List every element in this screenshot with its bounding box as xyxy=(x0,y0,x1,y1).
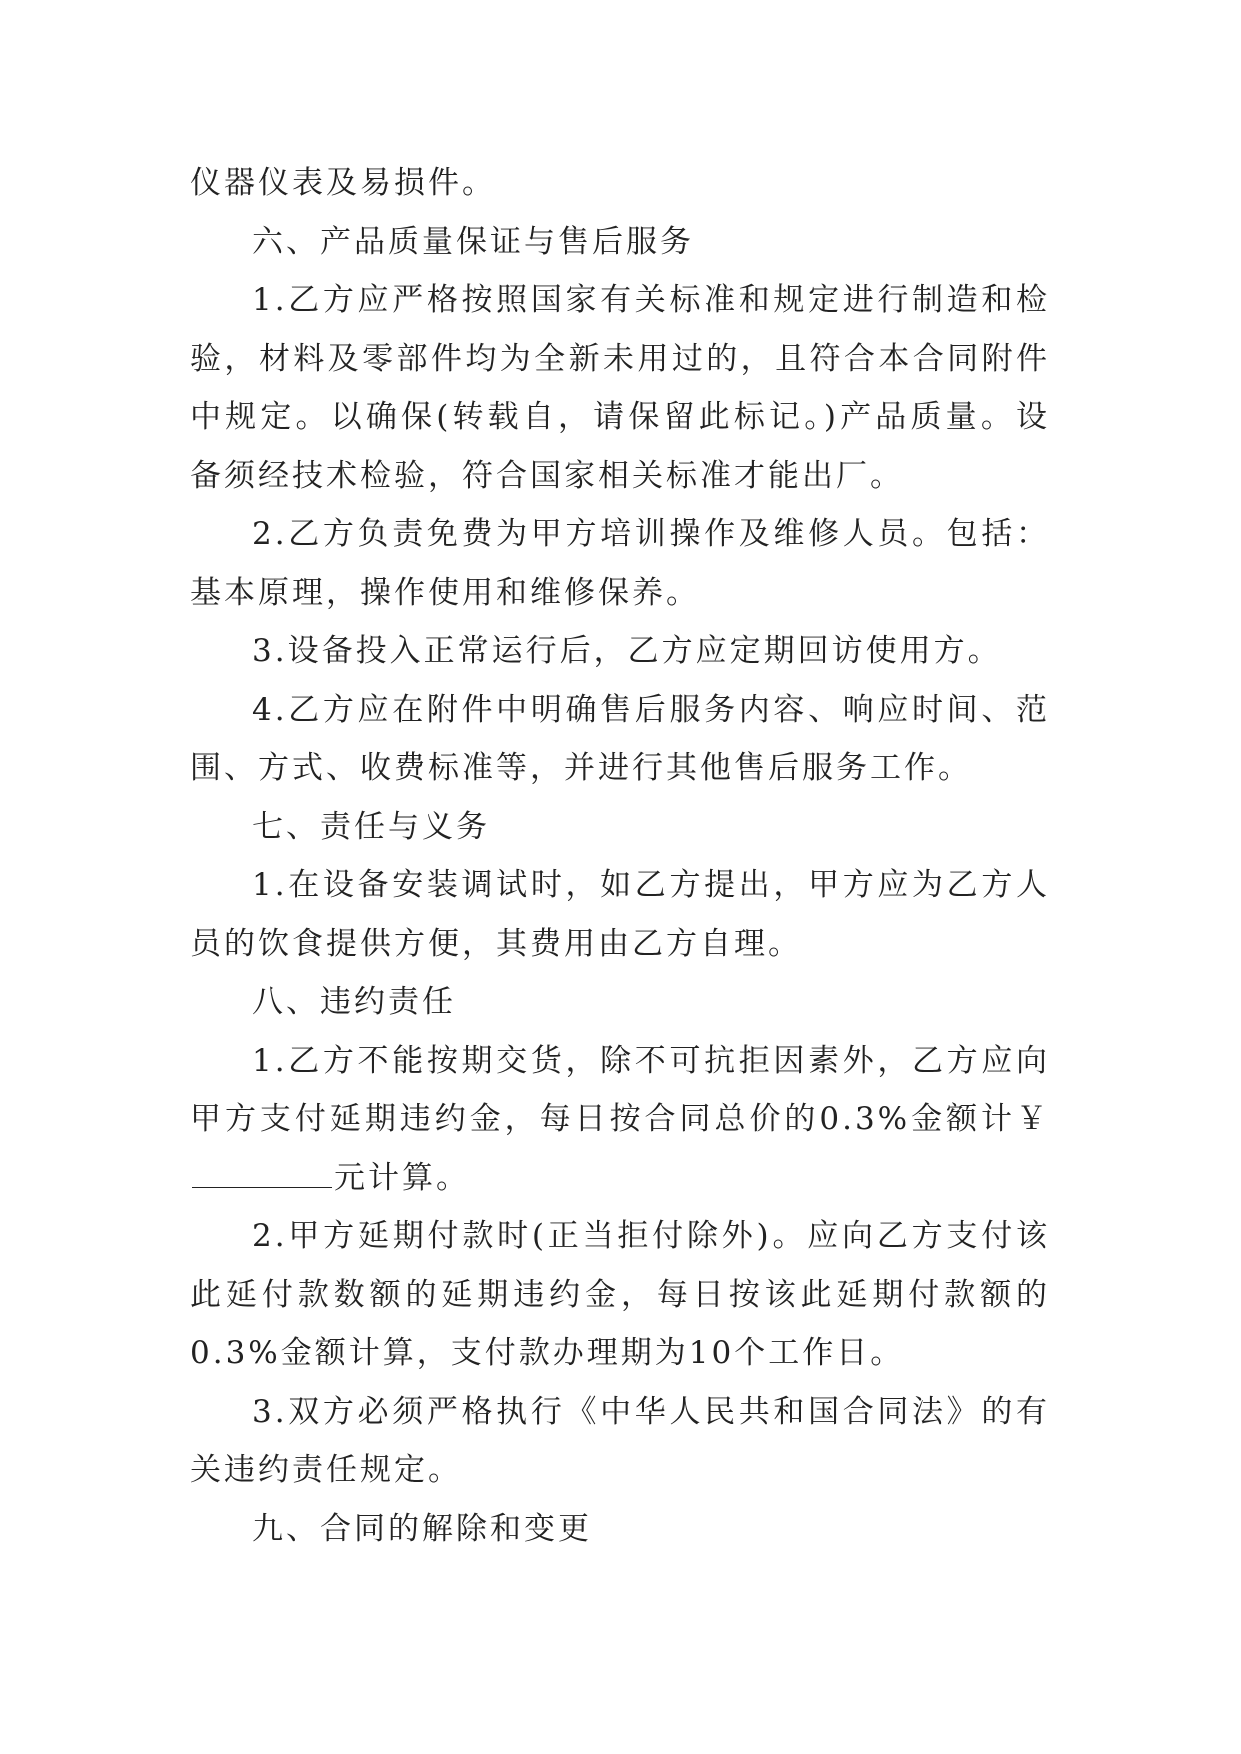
clause-quality-3: 3.设备投入正常运行后，乙方应定期回访使用方。 xyxy=(252,633,1002,669)
clause-breach-1 xyxy=(190,1032,1050,1208)
clause-breach-1-prefix: 1.乙方不能按期交货，除不可抗拒因素外，乙方应向甲方支付延期违约金，每日按合同总价的0.3%金额计￥ xyxy=(190,1042,1050,1137)
clause-quality-2: 2.乙方负责免费为甲方培训操作及维修人员。包括：基本原理，操作使用和维修保养。 xyxy=(190,516,1050,611)
amount-blank-field[interactable] xyxy=(192,1157,332,1188)
clause-breach-2: 2.甲方延期付款时(正当拒付除外)。应向乙方支付该此延付款数额的延期违约金，每日按该此延期付款额的0.3%金额计算，支付款办理期为10个工作日。 xyxy=(190,1218,1050,1371)
paragraph-instruments: 仪器仪表及易损件。 xyxy=(190,165,496,201)
section-heading-termination: 九、合同的解除和变更 xyxy=(252,1510,592,1547)
section-heading-responsibility: 七、责任与义务 xyxy=(252,808,490,845)
section-heading-quality-service: 六、产品质量保证与售后服务 xyxy=(252,223,694,260)
clause-breach-3: 3.双方必须严格执行《中华人民共和国合同法》的有关违约责任规定。 xyxy=(190,1393,1050,1488)
document-body xyxy=(190,154,1050,1558)
clause-quality-1: 1.乙方应严格按照国家有关标准和规定进行制造和检验，材料及零部件均为全新未用过的，且符合本合同附件中规定。以确保(转载自，请保留此标记。)产品质量。设备须经技术检验，符合国家相关标准才能出厂。 xyxy=(190,282,1050,494)
section-heading-breach: 八、违约责任 xyxy=(252,984,456,1020)
clause-responsibility-1: 1.在设备安装调试时，如乙方提出，甲方应为乙方人员的饮食提供方便，其费用由乙方自理。 xyxy=(190,867,1050,962)
clause-quality-4: 4.乙方应在附件中明确售后服务内容、响应时间、范围、方式、收费标准等，并进行其他售后服务工作。 xyxy=(190,691,1050,786)
clause-breach-1-suffix: 元计算。 xyxy=(334,1159,470,1196)
